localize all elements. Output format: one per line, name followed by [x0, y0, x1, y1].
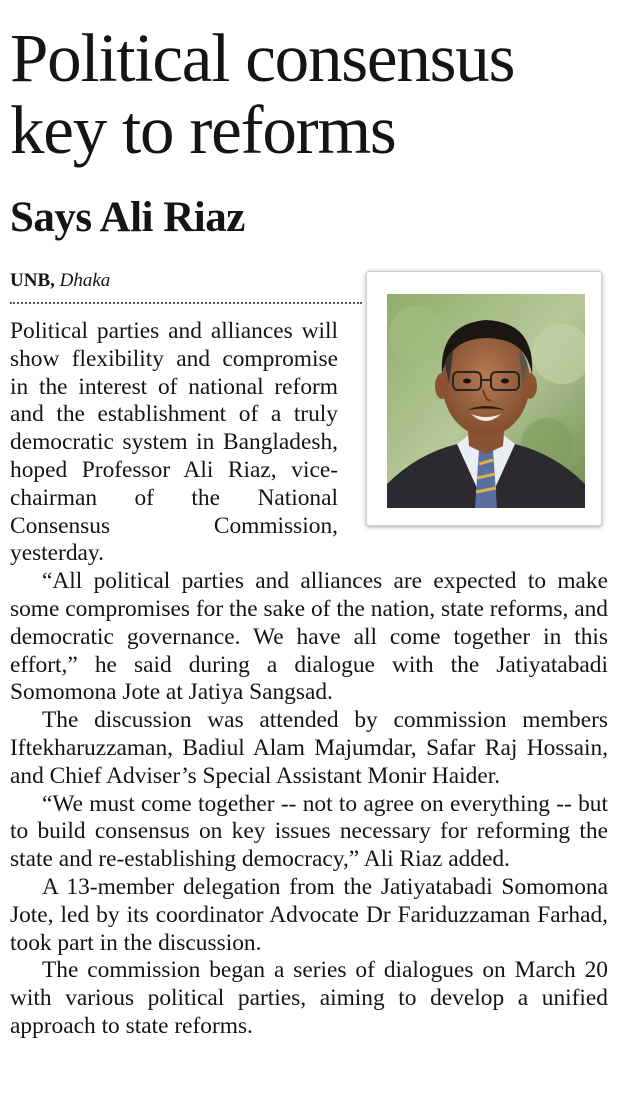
- subheadline: Says Ali Riaz: [10, 194, 245, 241]
- dotted-divider: [10, 302, 362, 304]
- paragraph-2: “All political parties and alliances are expected to make some compromises for the sake of the nation, state reforms, and democratic governance. We have all come together in this effort,” he said during a dialogue with the Jatiyatabadi Somomona Jote at Jatiya Sangsad.: [10, 568, 608, 706]
- photo-wrap-spacer: [338, 318, 608, 540]
- byline: [10, 270, 110, 292]
- headline-line-1: Political consensus: [10, 20, 515, 96]
- headline-line-2: key to reforms: [10, 92, 396, 168]
- article-body: [10, 318, 608, 1041]
- paragraph-4: “We must come together -- not to agree on everything -- but to build consensus on key issues necessary for reforming the state and re-establishing democracy,” Ali Riaz added.: [10, 790, 608, 873]
- byline-agency: UNB,: [10, 270, 55, 291]
- byline-place: Dhaka: [59, 270, 111, 291]
- headline: [10, 22, 616, 166]
- paragraph-6: The commission began a series of dialogues on March 20 with various political parties, aiming to develop a unified approach to state reforms.: [10, 957, 608, 1039]
- paragraph-5: A 13-member delegation from the Jatiyatabadi Somomona Jote, led by its coordinator Advocate Dr Fariduzzaman Farhad, took part in the discussion.: [10, 873, 608, 956]
- paragraph-3: The discussion was attended by commission members Iftekharuzzaman, Badiul Alam Majumdar, Safar Raj Hossain, and Chief Adviser’s Special Assistant Monir Haider.: [10, 707, 608, 789]
- paragraph-1: Political parties and alliances will show flexibility and compromise in the interest of national reform and the establishment of a truly democratic system in Bangladesh, hoped Professor Ali Riaz, vice-chairman of the National Consensus Commission, yesterday.: [10, 318, 338, 567]
